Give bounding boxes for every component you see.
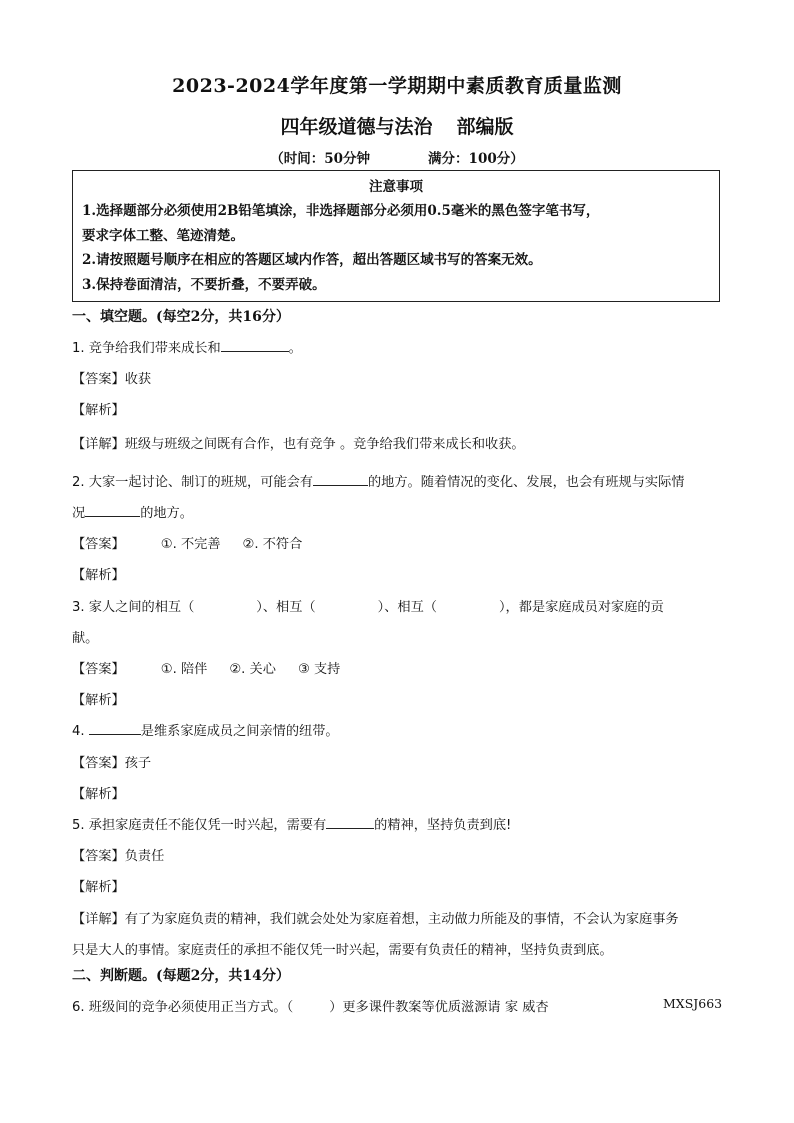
detail-text: 有了为家庭负责的精神，我们就会处处为家庭着想，主动做力所能及的事情，不会认为家庭事务 [124, 912, 679, 927]
question-text: 6. 班级间的竞争必须使用正当方式。（ [72, 1000, 294, 1015]
question-text: 2. 大家一起讨论、制订的班规，可能会有 [72, 475, 313, 490]
question-5 [72, 814, 511, 833]
section-2-title: 二、判断题。(每题2分，共14分） [72, 968, 290, 984]
analysis-row-5: 【解析】 [72, 880, 125, 895]
question-number: 4. [72, 724, 89, 739]
exam-title: 2023-2024学年度第一学期期中素质教育质量监测 [172, 75, 622, 97]
answer-option: ①. 不完善 [160, 537, 221, 552]
exam-info [0, 147, 794, 167]
exam-time: （时间：50分钟 [270, 151, 371, 167]
answer-row-4 [72, 752, 151, 771]
exam-score: 满分：100分） [428, 151, 524, 167]
answer-label: 【答案】 [72, 756, 125, 771]
answer-row-2 [72, 533, 302, 552]
answer-option: ②. 关心 [229, 662, 276, 677]
question-4 [72, 720, 339, 739]
answer-option: ①. 陪伴 [160, 662, 208, 677]
answer-blank [221, 337, 289, 352]
question-6 [72, 996, 549, 1015]
notice-line: 3.保持卷面清洁，不要折叠，不要弄破。 [82, 276, 326, 293]
detail-row-5 [72, 908, 679, 927]
question-text: ）更多课件教案等优质滋源请 家 威杏 [329, 1000, 549, 1015]
answer-blank [313, 471, 368, 486]
notice-line: 2.请按照题号顺序在相应的答题区域内作答，超出答题区域书写的答案无效。 [82, 252, 542, 268]
exam-edition: 部编版 [456, 116, 514, 138]
analysis-row-4: 【解析】 [72, 787, 125, 802]
answer-text: 孩子 [124, 756, 152, 771]
question-text: 。 [288, 341, 302, 356]
answer-row-1 [72, 368, 151, 387]
watermark-code: MXSJ663 [663, 996, 723, 1011]
section-1-title: 一、填空题。(每空2分，共16分） [72, 309, 290, 325]
answer-blank [326, 814, 374, 829]
question-text: 1. 竞争给我们带来成长和 [72, 341, 221, 356]
question-text: ），都是家庭成员对家庭的贡 [498, 600, 664, 615]
question-text: ）、相互（ [377, 600, 437, 615]
answer-option: ②. 不符合 [242, 537, 303, 552]
exam-subject: 四年级道德与法治 [280, 116, 433, 138]
answer-label: 【答案】 [72, 662, 125, 677]
detail-text: 班级与班级之间既有合作，也有竞争 。竞争给我们带来成长和收获。 [124, 437, 525, 452]
detail-row-5-cont: 只是大人的事情。家庭责任的承担不能仅凭一时兴起，需要有负责任的精神，坚持负责到底。 [72, 943, 613, 958]
question-1 [72, 337, 302, 356]
notice-line: 要求字体工整、笔迹清楚。 [82, 227, 244, 244]
analysis-row-2: 【解析】 [72, 568, 125, 583]
notice-line: 1.选择题部分必须使用2B铅笔填涂，非选择题部分必须用0.5毫米的黑色签字笔书写， [82, 203, 600, 219]
question-3-cont: 献。 [72, 631, 99, 646]
answer-text: 负责任 [124, 849, 165, 864]
answer-row-5 [72, 845, 164, 864]
detail-label: 【详解】 [72, 437, 125, 452]
question-text: 的地方。随着情况的变化、发展，也会有班规与实际情 [367, 475, 685, 490]
analysis-row-3: 【解析】 [72, 693, 125, 708]
answer-blank [89, 720, 141, 735]
question-text: 的地方。 [140, 506, 193, 521]
question-3 [72, 596, 664, 615]
question-text: 3. 家人之间的相互（ [72, 600, 195, 615]
answer-label: 【答案】 [72, 372, 125, 387]
notice-title: 注意事项 [369, 179, 423, 195]
answer-label: 【答案】 [72, 537, 125, 552]
detail-label: 【详解】 [72, 912, 125, 927]
question-text: 5. 承担家庭责任不能仅凭一时兴起，需要有 [72, 818, 327, 833]
notice-box [72, 170, 720, 302]
answer-label: 【答案】 [72, 849, 125, 864]
answer-option: ③ 支持 [297, 662, 341, 677]
question-2-cont [72, 502, 193, 521]
question-text: 是维系家庭成员之间亲情的纽带。 [140, 724, 339, 739]
answer-row-3 [72, 658, 340, 677]
question-2 [72, 471, 684, 490]
exam-subject-line [0, 112, 794, 139]
question-text: ）、相互（ [256, 600, 316, 615]
answer-blank [85, 502, 140, 517]
analysis-row-1: 【解析】 [72, 403, 125, 418]
answer-text: 收获 [124, 372, 152, 387]
detail-row-1 [72, 433, 525, 452]
question-text: 况 [72, 506, 86, 521]
question-text: 的精神，坚持负责到底! [374, 818, 512, 833]
